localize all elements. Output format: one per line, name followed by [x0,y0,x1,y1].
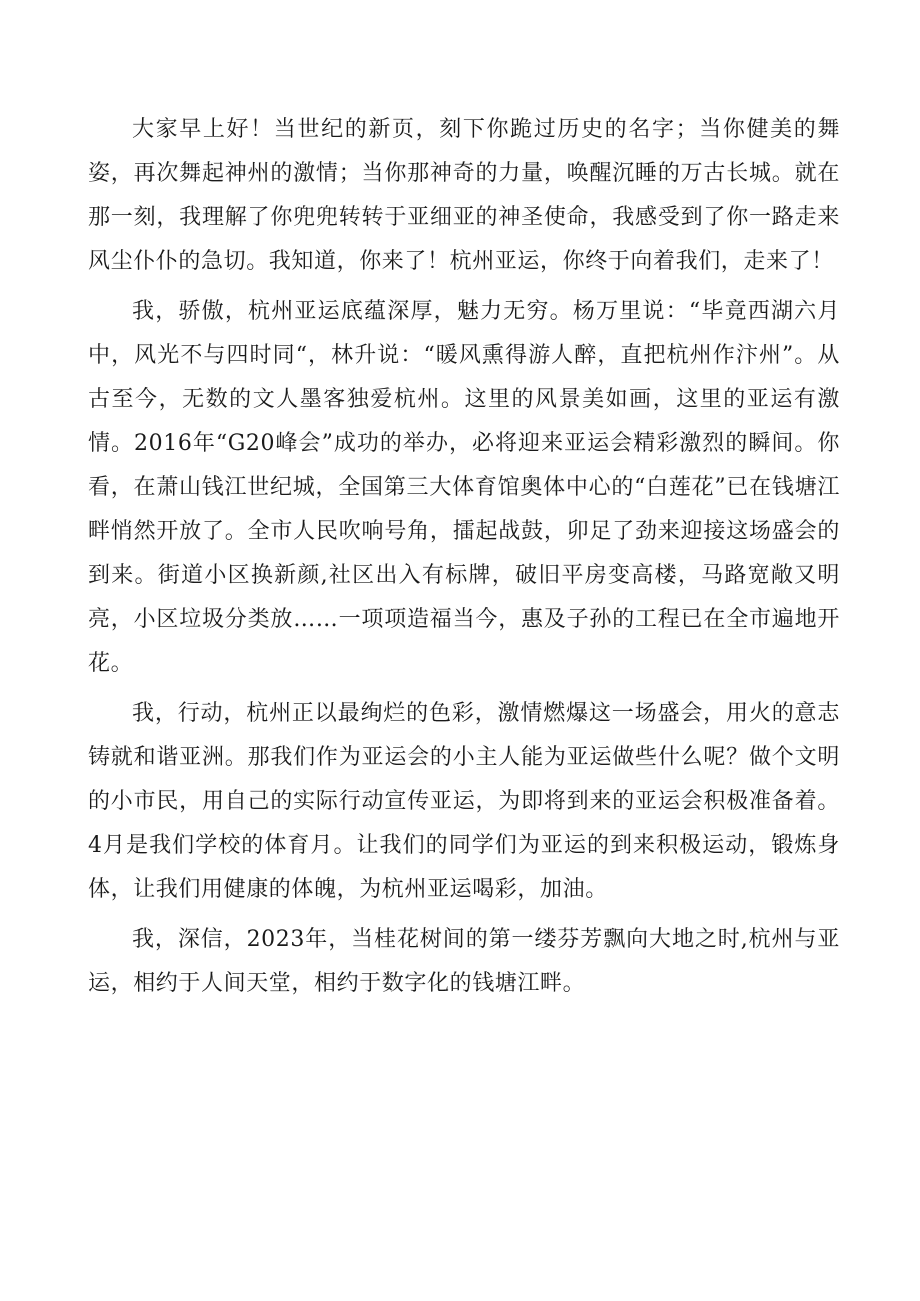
paragraph-pride: 我，骄傲，杭州亚运底蕴深厚，魅力无穷。杨万里说：“毕竟西湖六月中，风光不与四时同“，林升说：“暖风熏得游人醉，直把杭州作汴州”。从古至今，无数的文人墨客独爱杭州。这里的风景美如画，这里的亚运有激情。2016年“G20峰会”成功的举办，必将迎来亚运会精彩激烈的瞬间。你看，在萧山钱江世纪城，全国第三大体育馆奥体中心的“白莲花”已在钱塘江畔悄然开放了。全市人民吹响号角，擂起战鼓，卯足了劲来迎接这场盛会的到来。街道小区换新颜,社区出入有标牌，破旧平房变高楼，马路宽敞又明亮，小区垃圾分类放……一项项造福当今，惠及子孙的工程已在全市遍地开花。 [88,299,840,676]
paragraph-greeting: 大家早上好！当世纪的新页，刻下你跪过历史的名字；当你健美的舞姿，再次舞起神州的激情；当你那神奇的力量，唤醒沉睡的万古长城。就在那一刻，我理解了你兜兜转转于亚细亚的神圣使命，我感受到了你一路走来风尘仆仆的急切。我知道，你来了！杭州亚运，你终于向着我们，走来了！ [88,117,840,274]
paragraph-belief: 我，深信，2023年，当桂花树间的第一缕芬芳飘向大地之时,杭州与亚运，相约于人间天堂，相约于数字化的钱塘江畔。 [88,927,840,996]
paragraph-action: 我，行动，杭州正以最绚烂的色彩，激情燃爆这一场盛会，用火的意志铸就和谐亚洲。那我们作为亚运会的小主人能为亚运做些什么呢？做个文明的小市民，用自己的实际行动宣传亚运，为即将到来的亚运会积极准备着。4月是我们学校的体育月。让我们的同学们为亚运的到来积极运动，锻炼身体，让我们用健康的体魄，为杭州亚运喝彩，加油。 [88,701,840,902]
document-body [88,108,840,1012]
